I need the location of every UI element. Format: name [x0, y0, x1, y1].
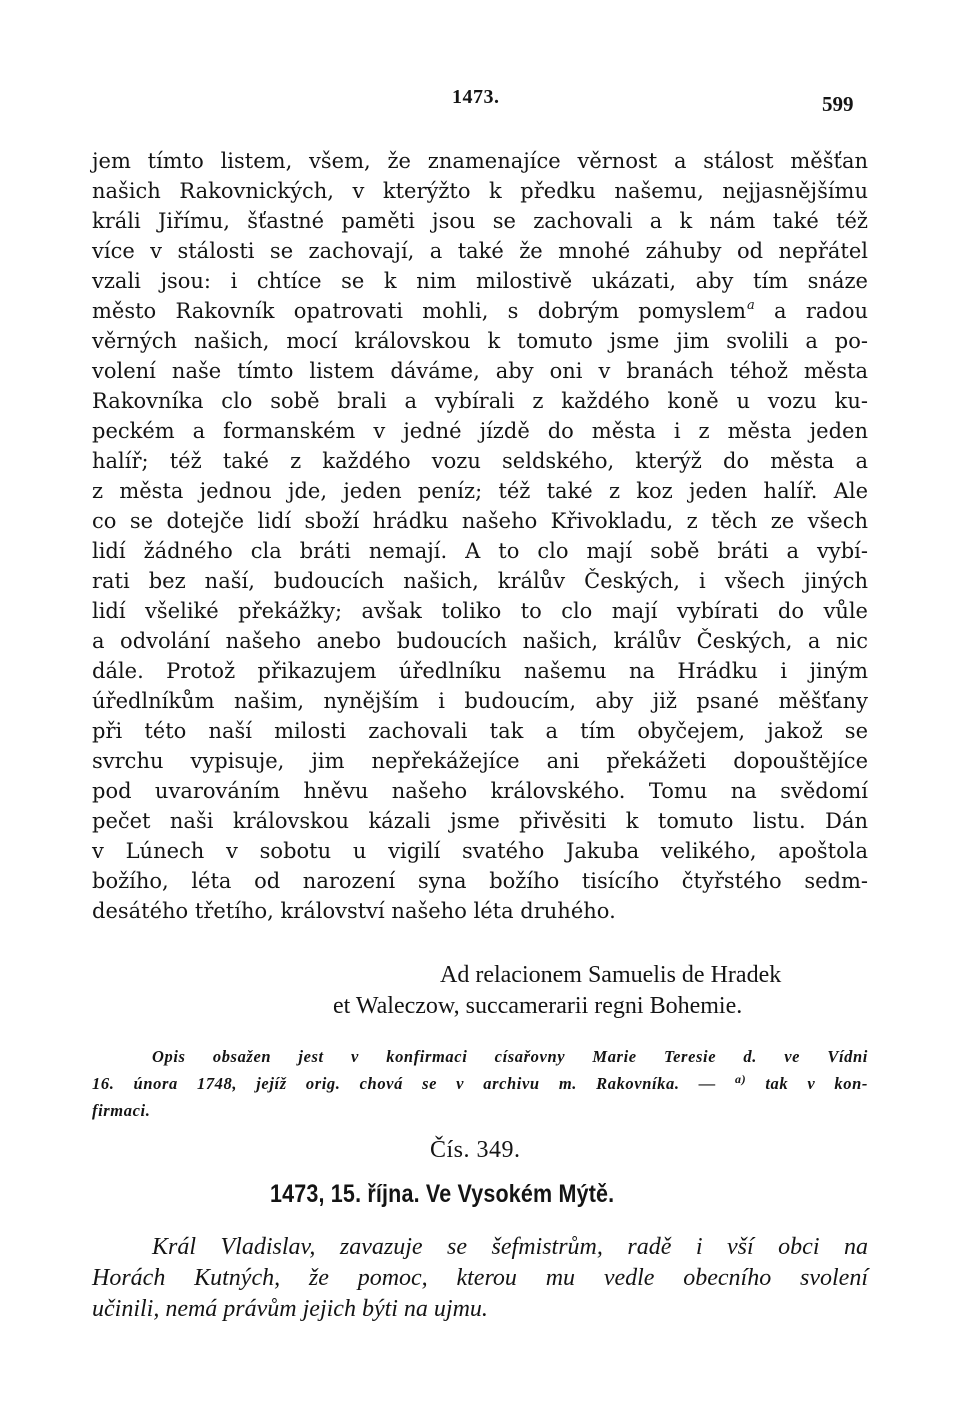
document-number: Čís. 349.: [430, 1137, 521, 1163]
text-line: lidí žádného cla bráti nemají. A to clo mají sobě bráti a vybí-: [92, 539, 868, 563]
document-heading: 1473, 15. října. Ve Vysokém Mýtě.: [270, 1180, 615, 1208]
text-line: vzali jsou: i chtíce se k nim milostivě ukázati, aby tím snáze: [92, 269, 868, 293]
text-line: peckém a formanském v jedné jízdě do města i z města jeden: [92, 419, 868, 443]
note-line-part: 16. února 1748, jejíž orig. chová se v archivu m. Rakovníka. —: [92, 1074, 716, 1093]
text-line: halíř; též také z každého vozu seldského, kterýž do města a: [92, 449, 868, 473]
relacio-note: [92, 960, 868, 1022]
relacio-line: et Waleczow, succamerarii regni Bohemie.: [333, 993, 743, 1019]
text-line: našich Rakovnických, v kterýžto k předku našemu, nejjasnějšímu: [92, 179, 868, 203]
text-line: pod uvarováním hněvu našeho královského. Tomu na svědomí: [92, 779, 868, 803]
text-line: z města jednou jde, jeden peníz; též také z koz jeden halíř. Ale: [92, 479, 868, 503]
text-line: svrchu vypisuje, jim nepřekážejíce ani překážeti dopouštějíce: [92, 749, 868, 773]
text-line: králi Jiřímu, šťastné paměti jsou se zachovali a k nám také též: [92, 209, 868, 233]
text-line: volení naše tímto listem dáváme, aby oni v branách téhož města: [92, 359, 868, 383]
text-line: věrných našich, mocí královskou k tomuto jsme jim svolili a po-: [92, 329, 868, 353]
footnote-marker: a): [734, 1072, 747, 1086]
text-line: úředlníkům našim, nynějším i budoucím, aby již psané měšťany: [92, 689, 868, 713]
source-note: [92, 1043, 868, 1124]
text-line: Rakovníka clo sobě brali a vybírali z každého koně u vozu ku-: [92, 389, 868, 413]
text-line: více v stálosti se zachovají, a také že mnohé záhuby od nepřátel: [92, 239, 868, 263]
note-line-part: tak v kon-: [765, 1074, 868, 1093]
charter-text: [92, 146, 868, 926]
text-line: desátého třetího, království našeho léta druhého.: [92, 899, 616, 923]
text-line: a odvolání našeho anebo budoucích našich, králův Českých, a nic: [92, 629, 868, 653]
note-line: Opis obsažen jest v konfirmaci císařovny Marie Teresie d. ve Vídni: [152, 1047, 868, 1066]
text-line: dále. Protož přikazujem úředlníku našemu na Hrádku i jiným: [92, 659, 868, 683]
text-line-part: a radou: [774, 299, 868, 323]
regest-line: Horách Kutných, že pomoc, kterou mu vedle obecního svolení: [92, 1265, 868, 1291]
text-line: při této naší milosti zachovali tak a tím obyčejem, jakož se: [92, 719, 868, 743]
text-line: co se dotejče lidí sboží hrádku našeho Křivokladu, z těch ze všech: [92, 509, 868, 533]
regest-line: učinili, nemá právům jejich býti na ujmu.: [92, 1296, 488, 1322]
note-line: firmaci.: [92, 1101, 151, 1120]
relacio-line: Ad relacionem Samuelis de Hradek: [440, 962, 782, 988]
page-number: 599: [822, 92, 854, 116]
text-line: [92, 296, 868, 326]
footnote-marker: a: [747, 298, 755, 313]
text-line-part: město Rakovník opatrovati mohli, s dobrým pomyslem: [92, 299, 747, 323]
text-line: pečet naši královskou kázali jsme přivěsiti k tomuto listu. Dán: [92, 809, 868, 833]
text-line: božího, léta od narození syna božího tisícího čtyřstého sedm-: [92, 869, 868, 893]
text-line: lidí všeliké překážky; avšak toliko to clo mají vybírati do vůle: [92, 599, 868, 623]
regest-summary: [92, 1232, 868, 1325]
text-line: v Lúnech v sobotu u vigilí svatého Jakuba velikého, apoštola: [92, 839, 868, 863]
running-header-year: 1473.: [452, 86, 500, 108]
text-line: rati bez naší, budoucích našich, králův Českých, i všech jiných: [92, 569, 868, 593]
regest-line: Král Vladislav, zavazuje se šefmistrům, radě i vší obci na: [152, 1234, 868, 1260]
note-line: [92, 1070, 868, 1097]
text-line: jem tímto listem, všem, že znamenajíce věrnost a stálost měšťan: [92, 149, 868, 173]
